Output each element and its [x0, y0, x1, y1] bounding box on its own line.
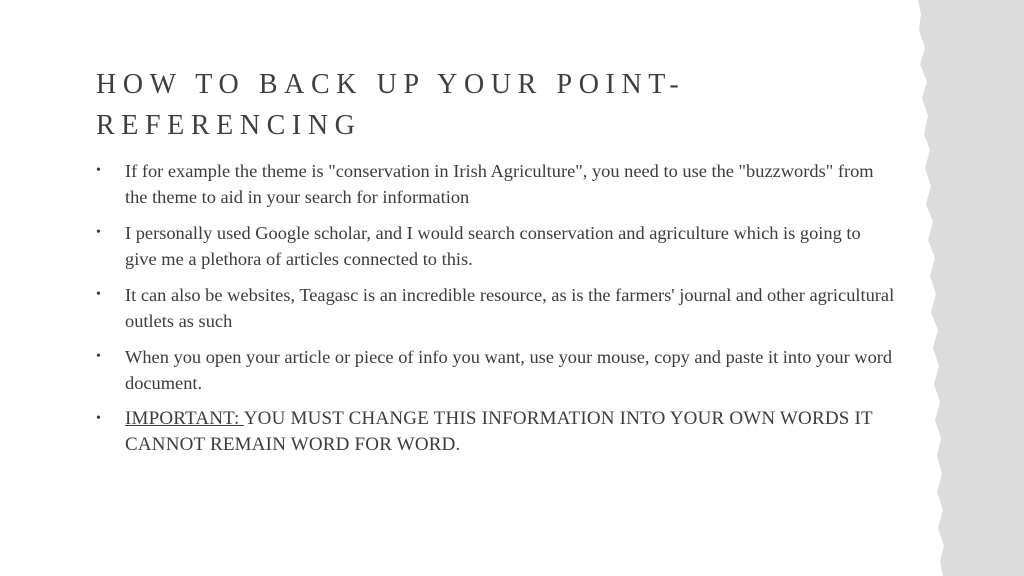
bullet-icon: • [96, 225, 101, 240]
list-item [96, 220, 896, 272]
bullet-icon: • [96, 287, 101, 302]
list-item [96, 158, 896, 210]
list-item [96, 282, 896, 334]
bullet-list [96, 158, 896, 468]
important-text: YOU MUST CHANGE THIS INFORMATION INTO YOUR OWN WORDS IT CANNOT REMAIN WORD FOR WORD. [125, 408, 873, 455]
slide-title: HOW TO BACK UP YOUR POINT- REFERENCING [96, 69, 686, 141]
bullet-text: It can also be websites, Teagasc is an incredible resource, as is the farmers' journal and other agricultural outlets as such [125, 285, 895, 331]
bullet-icon: • [96, 349, 101, 364]
important-label: IMPORTANT: [125, 408, 244, 429]
bullet-text: When you open your article or piece of info you want, use your mouse, copy and paste it into your word document. [125, 347, 893, 393]
torn-paper-shape [918, 0, 1024, 576]
bullet-text: I personally used Google scholar, and I would search conservation and agriculture which is going to give me a plethora of articles connected to this. [125, 223, 861, 269]
list-item [96, 344, 896, 396]
bullet-text: If for example the theme is "conservation in Irish Agriculture", you need to use the "buzzwords" from the theme to aid in your search for information [125, 161, 874, 207]
important-list-item [96, 406, 896, 458]
bullet-icon: • [96, 163, 101, 178]
bullet-icon: • [96, 411, 102, 426]
